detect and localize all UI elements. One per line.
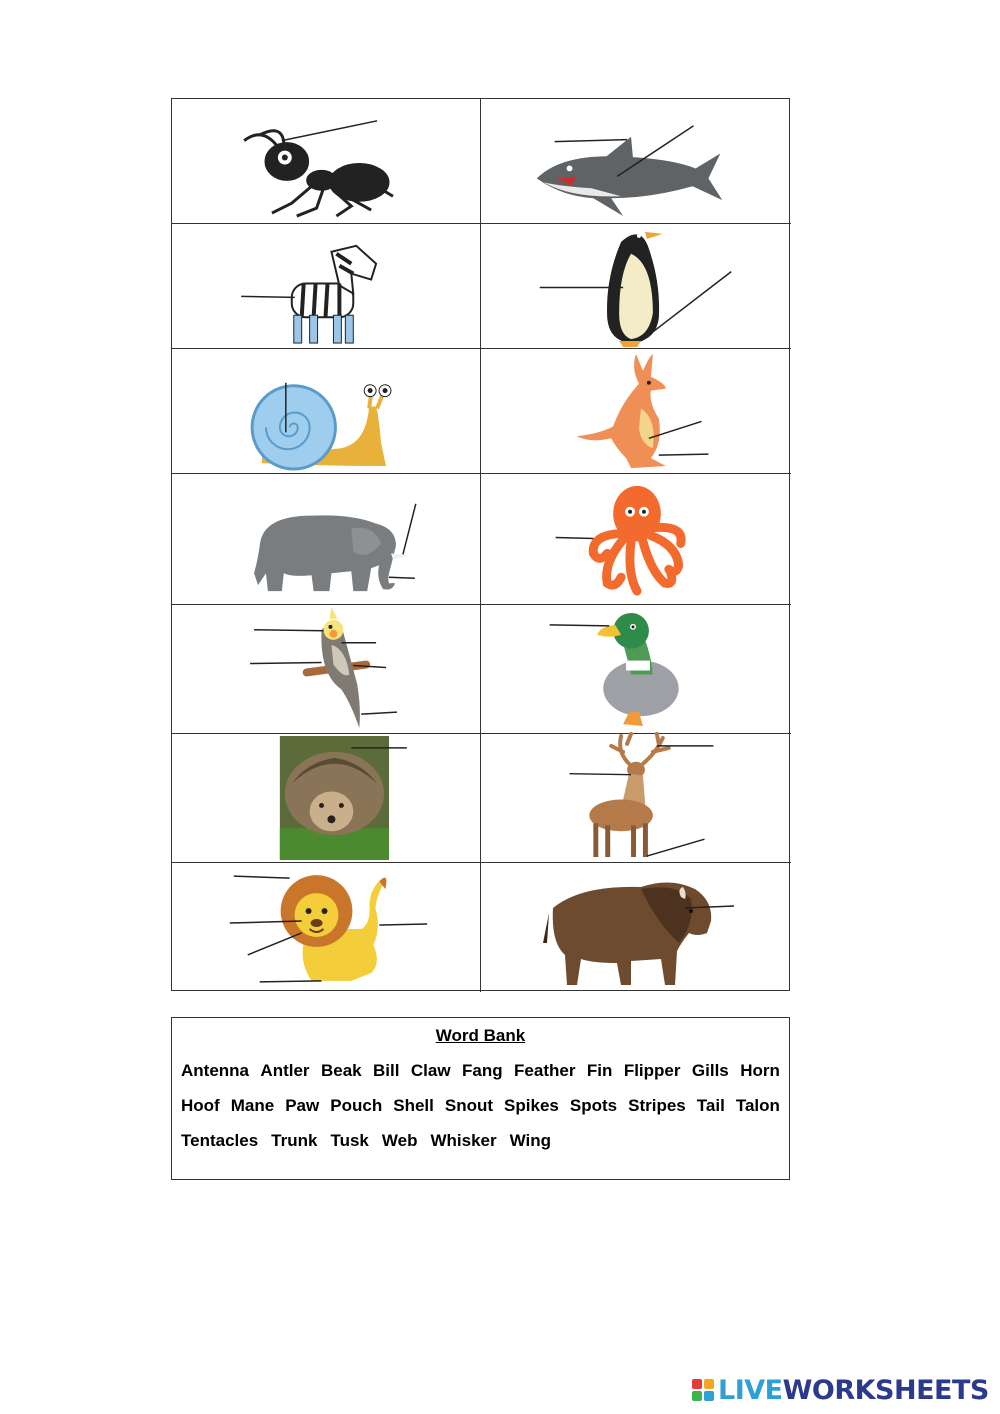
- cell-lion: [172, 863, 481, 992]
- bison-illustration: [481, 863, 791, 992]
- cell-bison: [481, 863, 791, 992]
- word-bank-word: Stripes: [628, 1096, 686, 1115]
- word-bank-word: Pouch: [330, 1096, 383, 1115]
- deer-illustration: [481, 734, 791, 862]
- cell-ant: [172, 99, 481, 224]
- word-bank-word: Snout: [444, 1096, 494, 1115]
- word-bank-word: Antenna: [181, 1061, 249, 1080]
- elephant-illustration: [172, 474, 480, 604]
- word-bank-word: Talon: [735, 1096, 780, 1115]
- logo-square-4: [704, 1391, 714, 1401]
- hedgehog-illustration: [172, 734, 480, 862]
- cell-octopus: [481, 474, 791, 605]
- logo-square-3: [692, 1391, 702, 1401]
- cell-cockatiel: [172, 605, 481, 734]
- logo-square-1: [692, 1379, 702, 1389]
- cell-elephant: [172, 474, 481, 605]
- word-bank-word: Mane: [230, 1096, 275, 1115]
- cockatiel-illustration: [172, 605, 480, 733]
- cell-penguin: [481, 224, 791, 349]
- word-bank-word: Web: [381, 1131, 418, 1150]
- snail-illustration: [172, 349, 480, 473]
- word-bank-word: Gills: [691, 1061, 729, 1080]
- word-bank-word: Antler: [260, 1061, 310, 1080]
- word-bank-word: Spots: [569, 1096, 618, 1115]
- cell-duck: [481, 605, 791, 734]
- word-bank-word: Claw: [410, 1061, 451, 1080]
- penguin-illustration: [481, 224, 791, 348]
- zebra-illustration: [172, 224, 480, 348]
- logo-text-prefix: LIVE: [718, 1374, 783, 1406]
- ant-illustration: [172, 99, 480, 223]
- word-bank-word: Hoof: [181, 1096, 220, 1115]
- cell-zebra: [172, 224, 481, 349]
- logo-icon: [692, 1379, 714, 1401]
- logo-square-2: [704, 1379, 714, 1389]
- word-bank-word: Fang: [462, 1061, 503, 1080]
- word-bank-title: Word Bank: [435, 1026, 526, 1045]
- word-bank-line-2: [181, 1096, 780, 1116]
- word-bank-word: Tusk: [330, 1131, 369, 1150]
- word-bank-word: Paw: [285, 1096, 320, 1115]
- octopus-illustration: [481, 474, 791, 604]
- word-bank-line-3: [181, 1131, 780, 1151]
- word-bank-line-1: [181, 1061, 780, 1081]
- word-bank-word: Beak: [320, 1061, 362, 1080]
- word-bank-word: Flipper: [623, 1061, 681, 1080]
- word-bank-word: Horn: [740, 1061, 780, 1080]
- word-bank-word: Bill: [373, 1061, 400, 1080]
- liveworksheets-logo[interactable]: [692, 1374, 989, 1406]
- word-bank-word: Whisker: [430, 1131, 497, 1150]
- word-bank-word: Feather: [514, 1061, 576, 1080]
- shark-illustration: [481, 99, 791, 223]
- word-bank: [171, 1017, 790, 1180]
- logo-text-suffix: WORKSHEETS: [782, 1374, 989, 1406]
- word-bank-word: Tail: [696, 1096, 725, 1115]
- word-bank-word: Spikes: [504, 1096, 559, 1115]
- word-bank-word: Trunk: [271, 1131, 318, 1150]
- animal-labeling-table: [171, 98, 790, 991]
- lion-illustration: [172, 863, 480, 992]
- cell-deer: [481, 734, 791, 863]
- cell-snail: [172, 349, 481, 474]
- word-bank-word: Shell: [393, 1096, 434, 1115]
- cell-hedgehog: [172, 734, 481, 863]
- kangaroo-illustration: [481, 349, 791, 473]
- cell-kangaroo: [481, 349, 791, 474]
- word-bank-word: Tentacles: [181, 1131, 259, 1150]
- logo-text: [718, 1375, 989, 1406]
- word-bank-word: Wing: [509, 1131, 551, 1150]
- duck-illustration: [481, 605, 791, 733]
- cell-shark: [481, 99, 791, 224]
- word-bank-word: Fin: [586, 1061, 613, 1080]
